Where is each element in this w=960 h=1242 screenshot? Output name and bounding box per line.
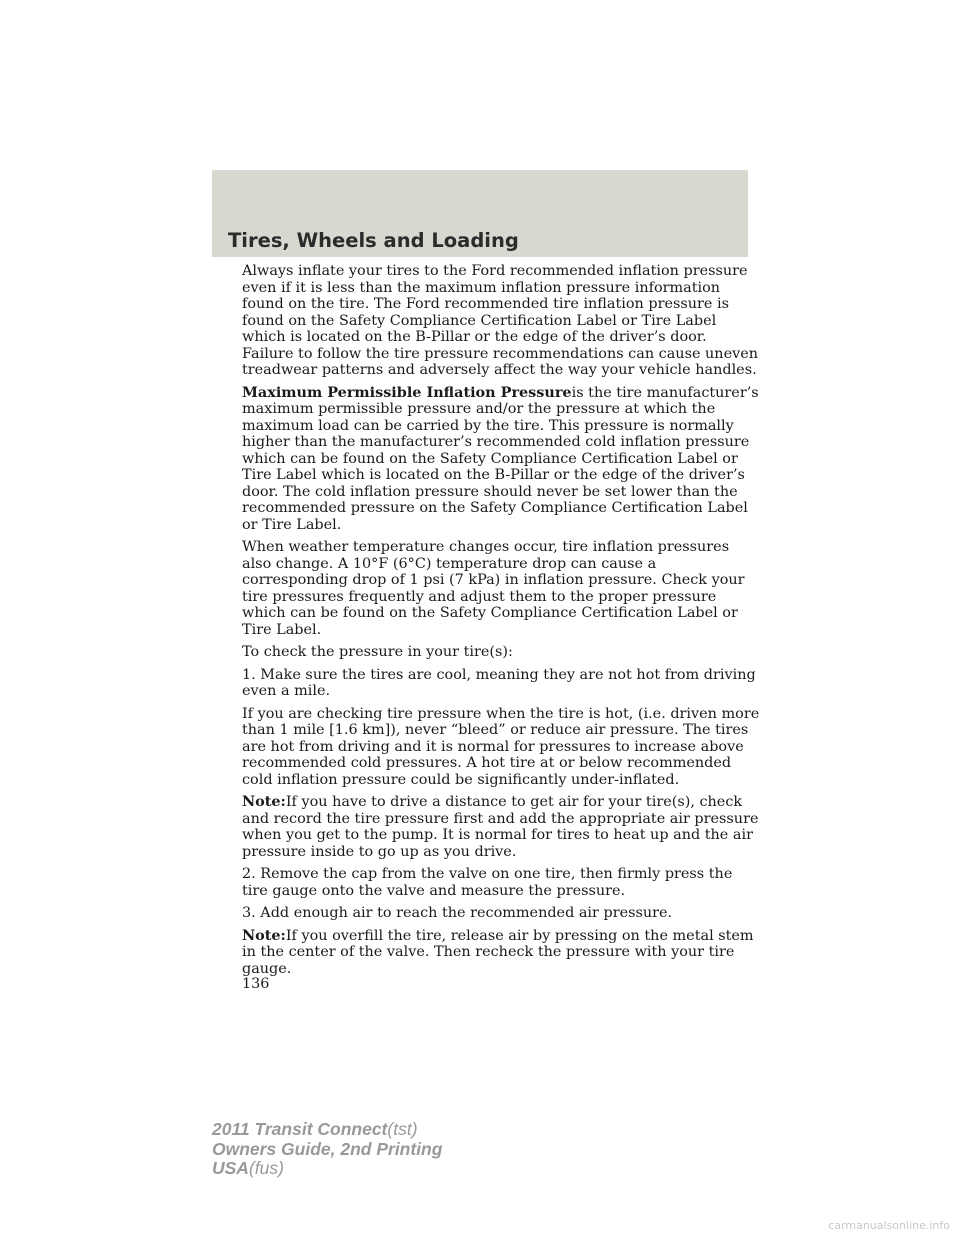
paragraph [242, 385, 762, 534]
section-title: Tires, Wheels and Loading [228, 229, 519, 252]
body-text [242, 263, 762, 983]
page-number: 136 [242, 976, 270, 992]
paragraph [242, 706, 762, 789]
footer-market-code: (fus) [248, 1158, 284, 1178]
paragraph [242, 263, 762, 379]
paragraph-text: If you are checking tire pressure when the tire is hot, (i.e. driven more than 1 mile [1.6 km]), never “bleed” or reduce air pressure. The tires are hot from driving and it is normal for pressures to increase above recommended cold pressures. A hot tire at or below recommended cold inflation pressure could be significantly under-inflated. [242, 705, 760, 788]
paragraph [242, 644, 762, 661]
paragraph-lead: Note: [242, 793, 286, 810]
paragraph-text: If you overfill the tire, release air by pressing on the metal stem in the center of the valve. Then recheck the pressure with your tire gauge. [242, 927, 754, 977]
paragraph-text: If you have to drive a distance to get air for your tire(s), check and record the tire pressure first and add the appropriate air pressure when you get to the pump. It is normal for tires to heat up and the air pressure inside to go up as you drive. [242, 794, 759, 860]
paragraph [242, 667, 762, 700]
footer-model: 2011 Transit Connect [212, 1119, 388, 1139]
paragraph-lead: Maximum Permissible Inflation Pressure [242, 383, 572, 401]
paragraph-text: When weather temperature changes occur, tire inflation pressures also change. A 10°F (6°C) temperature drop can cause a corresponding drop of 1 psi (7 kPa) in inflation pressure. Check your tire pressures frequently and adjust them to the proper pressure which can be found on the Safety Compliance Certification Label or Tire Label. [242, 539, 745, 638]
paragraph-text: 2. Remove the cap from the valve on one tire, then firmly press the tire gauge onto the valve and measure the pressure. [242, 866, 733, 899]
paragraph [242, 539, 762, 638]
paragraph [242, 928, 762, 978]
paragraph-text: 1. Make sure the tires are cool, meaning they are not hot from driving even a mile. [242, 666, 756, 699]
footer-line-market [212, 1159, 442, 1179]
footer-line-model [212, 1120, 442, 1140]
paragraph [242, 794, 762, 860]
paragraph-text: To check the pressure in your tire(s): [242, 644, 513, 660]
paragraph-lead: Note: [242, 926, 286, 944]
paragraph-text: is the tire manufacturer’s maximum permissible pressure and/or the pressure at which the maximum load can be carried by the tire. This pressure is normally higher than the manufacturer’s recommended cold inflation pressure which can be found on the Safety Compliance Certification Label or Tire Label which is located on the B-Pillar or the edge of the driver’s door. The cold inflation pressure should never be set lower than the recommended pressure on the Safety Compliance Certification Label or Tire Label. [242, 384, 759, 533]
paragraph [242, 866, 762, 899]
watermark: carmanualsonline.info [828, 1219, 950, 1232]
footer-line-edition [212, 1140, 442, 1160]
paragraph-text: 3. Add enough air to reach the recommended air pressure. [242, 905, 673, 921]
footer-model-code: (tst) [387, 1119, 418, 1139]
footer-market: USA [212, 1158, 249, 1178]
footer-edition: Owners Guide, 2nd Printing [212, 1138, 443, 1159]
document-footer [212, 1120, 442, 1179]
paragraph-text: Always inflate your tires to the Ford recommended inflation pressure even if it is less than the maximum inflation pressure information found on the tire. The Ford recommended tire inflation pressure is found on the Safety Compliance Certification Label or Tire Label which is located on the B-Pillar or the edge of the driver’s door. Failure to follow the tire pressure recommendations can cause uneven treadwear patterns and adversely affect the way your vehicle handles. [242, 263, 759, 378]
paragraph [242, 905, 762, 922]
